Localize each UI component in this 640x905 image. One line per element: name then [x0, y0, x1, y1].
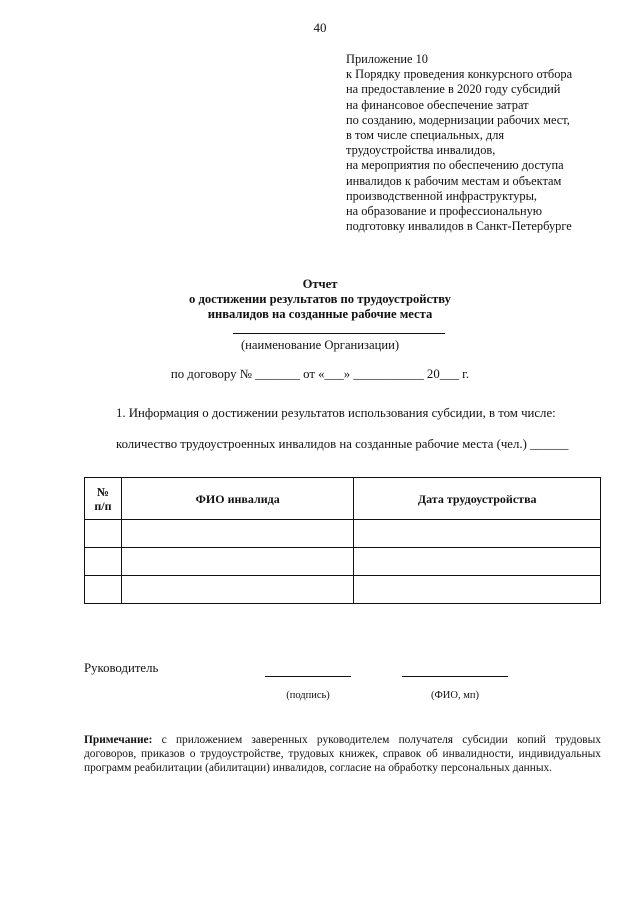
- column-header-date: Дата трудоустройства: [354, 478, 601, 520]
- organization-name-field[interactable]: [233, 333, 445, 334]
- table-cell[interactable]: [121, 520, 354, 548]
- title-line-2: о достижении результатов по трудоустройству: [189, 292, 451, 306]
- appendix-line: инвалидов к рабочим местам и объектам: [346, 173, 562, 188]
- table-cell[interactable]: [354, 520, 601, 548]
- table-cell[interactable]: [354, 576, 601, 604]
- employment-table: [84, 477, 601, 604]
- appendix-line: на предоставление в 2020 году субсидий: [346, 82, 561, 97]
- note-paragraph: [84, 733, 601, 775]
- column-header-name: ФИО инвалида: [121, 478, 354, 520]
- appendix-line: по созданию, модернизации рабочих мест,: [346, 112, 570, 127]
- appendix-line: на мероприятия по обеспечению доступа: [346, 158, 564, 173]
- report-title: [0, 277, 640, 322]
- organization-caption: (наименование Организации): [240, 338, 400, 352]
- column-header-number-line1: №: [96, 484, 109, 499]
- table-header-row: [85, 478, 601, 520]
- table-cell[interactable]: [121, 576, 354, 604]
- note-text: с приложением заверенных руководителем получателя субсидии копий трудовых договоров, приказов о трудоустройстве, трудовых книжек, справок об инвалидности, индивидуальных программ реабилитации (абилитации) инвалидов, согласие на обработку персональных данных.: [84, 734, 601, 774]
- table-cell[interactable]: [85, 520, 122, 548]
- appendix-line: в том числе специальных, для: [346, 128, 505, 143]
- signature-caption: (подпись): [286, 690, 330, 701]
- employed-count-line: количество трудоустроенных инвалидов на созданные рабочие места (чел.) ______: [116, 437, 569, 451]
- name-stamp-caption: (ФИО, мп): [431, 690, 479, 701]
- column-header-number: [85, 478, 122, 520]
- signature-field[interactable]: [265, 676, 351, 677]
- appendix-line: Приложение 10: [346, 52, 428, 66]
- appendix-line: трудоустройства инвалидов,: [346, 143, 496, 158]
- column-header-number-line2: п/п: [94, 498, 112, 513]
- table-row: [85, 576, 601, 604]
- section-1-heading: 1. Информация о достижении результатов использования субсидии, в том числе:: [116, 406, 556, 420]
- table-row: [85, 548, 601, 576]
- appendix-line: подготовку инвалидов в Санкт-Петербурге: [346, 219, 572, 234]
- contract-line: по договору № _______ от «___» ___________ 20___ г.: [170, 367, 470, 381]
- signature-label: Руководитель: [84, 661, 159, 675]
- appendix-line: производственной инфраструктуры,: [346, 188, 538, 203]
- note-label: Примечание:: [84, 734, 153, 746]
- title-line-1: Отчет: [302, 277, 338, 291]
- table-row: [85, 520, 601, 548]
- appendix-header: [346, 52, 636, 234]
- appendix-line: на финансовое обеспечение затрат: [346, 97, 529, 112]
- table-cell[interactable]: [85, 576, 122, 604]
- table-cell[interactable]: [121, 548, 354, 576]
- appendix-line: к Порядку проведения конкурсного отбора: [346, 67, 573, 82]
- name-stamp-field[interactable]: [402, 676, 508, 677]
- appendix-line: на образование и профессиональную: [346, 204, 543, 219]
- table-cell[interactable]: [354, 548, 601, 576]
- title-line-3: инвалидов на созданные рабочие места: [207, 307, 433, 321]
- table-cell[interactable]: [85, 548, 122, 576]
- page-number: 40: [313, 20, 327, 35]
